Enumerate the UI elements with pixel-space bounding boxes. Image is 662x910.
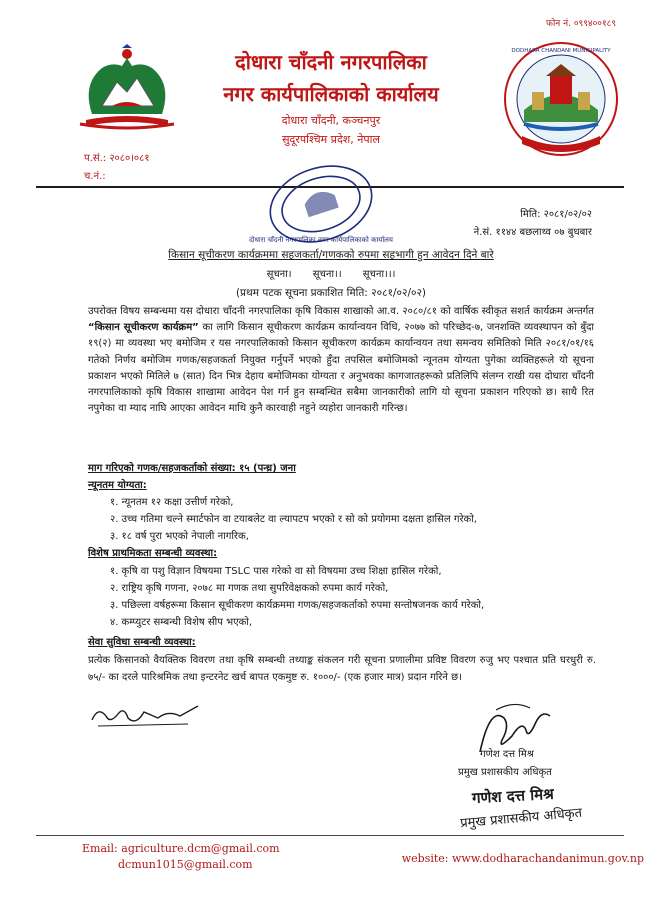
priority-title: विशेष प्राथमिकता सम्बन्धी व्यवस्था:: [88, 548, 218, 559]
logo-text: DODHARA CHANDANI MUNICIPALITY: [511, 48, 611, 54]
address-line2: सुदूरपश्चिम प्रदेश, नेपाल: [282, 133, 380, 146]
office-name-line1: दोधारा चाँदनी नगरपालिका: [235, 50, 427, 74]
min-qualification-title: न्यूनतम योग्यता:: [88, 480, 147, 491]
service-text: प्रत्येक किसानको वैयक्तिक विवरण तथा कृषि सम्बन्धी तथ्याङ्क संकलन गरी सूचना प्रणालीमा प्रविष्ट विवरण रुजु भए पश्चात प्रति घरधुरी रु. ७५/- का दरले पारिश्रमिक तथा इन्टरनेट खर्च बापत एकमुष्ट रु. १०००/- (एक हजार मात्र) प्रदान गरिने छ।: [88, 655, 596, 683]
footer-divider: [36, 835, 624, 836]
list-item: २. उच्च गतिमा चल्ने स्मार्टफोन वा टयाबलेट वा ल्यापटप भएको र सो को प्रयोगमा दक्षता हासिल गरेको,: [110, 514, 477, 525]
left-signature-icon: [88, 700, 208, 732]
body-paragraph: [88, 304, 594, 417]
stamp-text: दोधारा चाँदनी नगरपालिका नगर कार्यपालिकाको कार्यालय: [249, 236, 393, 244]
phone-number: फोन नं. ०९९४००१८९: [546, 19, 616, 29]
service-title: सेवा सुविधा सम्बन्धी व्यवस्था:: [88, 637, 196, 648]
body-text-part2: का लागि किसान सूचीकरण कार्यक्रम कार्यान्वयन विधि, २०७७ को परिच्छेद-७, जनशक्ति व्यवस्थापन को बुँदा १९(२) मा व्यवस्था भए बमोजिम र यस नगरपालिकाको किसान सूचीकरण कार्यक्रम कार्यान्वयन तथा समन्वय समितिको मिति २०८१/०१/१६ गतेको निर्णय बमोजिम गणक/सहजकर्ता नियुक्त गर्नुपर्ने भएको हुँदा तपसिल बमोजिमको न्यूनतम योग्यता पुगेका व्यक्तिहरूले यो सूचना प्रकाशन भएको मितिले ७ (सात) दिन भित्र देहाय बमोजिमका योग्यता र अनुभवका कागजातहरूको प्रतिलिपि संलग्न राखी यस दोधारा चाँदनी नगरपालिकाको कृषि विकास शाखामा आवेदन पेश गर्न हुन सम्बन्धित सबैमा जानकारीको लागि यो सूचना प्रकाशन गरिएको छ। साथै रित नपुगेका वा म्याद नाघि आएका आवेदन माथि कुनै कारवाही नहुने व्यहोरा जानकारी गरिन्छ।: [88, 322, 594, 415]
nepal-emblem-icon: [72, 44, 182, 134]
address-line1: दोधारा चाँदनी, कञ्चनपुर: [281, 114, 381, 127]
reference-number: प.सं.: २०८०।०८१: [84, 153, 150, 164]
name-stamp: गणेश दत्त मिश्र: [471, 784, 555, 808]
list-item: १. न्यूनतम १२ कक्षा उत्तीर्ण गरेको,: [110, 497, 234, 508]
dispatch-number: च.नं.:: [84, 171, 106, 182]
list-item: २. राष्ट्रिय कृषि गणना, २०७८ मा गणक तथा सुपरिवेक्षकको रुपमा कार्य गरेको,: [110, 583, 389, 594]
requested-count: माग गरिएको गणक/सहजकर्ताको संख्या: १५ (पन्ध्र) जना: [88, 463, 296, 474]
municipality-logo-icon: [502, 40, 620, 158]
body-text-part1: उपरोक्त विषय सम्बन्धमा यस दोधारा चाँदनी नगरपालिका कृषि विकास शाखाको आ.व. २०८०/८१ को वार्षिक स्वीकृत सशर्त कार्यक्रम अन्तर्गत: [88, 306, 594, 317]
program-name-highlight: “किसान सूचीकरण कार्यक्रम”: [88, 322, 199, 334]
office-name-line2: नगर कार्यपालिकाको कार्यालय: [223, 82, 439, 106]
list-item: ३. पछिल्ला वर्षहरूमा किसान सूचीकरण कार्यक्रममा गणक/सहजकर्ताको रुपमा सन्तोषजनक कार्य गरेको,: [110, 600, 485, 611]
signatory-title: प्रमुख प्रशासकीय अधिकृत: [458, 767, 552, 778]
notice-heading: सूचना। सूचना।। सूचना।।।: [266, 269, 396, 280]
list-item: ४. कम्प्युटर सम्बन्धी विशेष सीप भएको,: [110, 617, 253, 628]
letter-date: मिति: २०८१/०२/०२: [520, 209, 592, 220]
nepal-sambat-date: ने.सं. ११४४ बछलाथ्व ०७ बुधबार: [473, 227, 592, 238]
priority-list: [110, 563, 602, 631]
first-publication-date: (प्रथम पटक सूचना प्रकाशित मिति: २०८१/०२/०२): [235, 287, 427, 299]
list-item: ३. १८ वर्ष पुरा भएको नेपाली नागरिक,: [110, 531, 249, 542]
footer-email-2: dcmun1015@gmail.com: [118, 858, 253, 871]
list-item: १. कृषि वा पशु विज्ञान विषयमा TSLC पास गरेको वा सो विषयमा उच्च शिक्षा हासिल गरेको,: [110, 566, 442, 577]
min-qualification-list: [110, 494, 602, 545]
footer-email-1: Email: agriculture.dcm@gmail.com: [82, 842, 280, 855]
footer-website: website: www.dodharachandanimun.gov.np: [401, 852, 644, 865]
office-stamp-icon: [249, 156, 393, 252]
letter-subject: किसान सूचीकरण कार्यक्रममा सहजकर्ता/गणकको रुपमा सहभागी हुन आवेदन दिने बारे: [168, 249, 494, 261]
signatory-name: गणेश दत्त मिश्र: [480, 749, 534, 760]
title-stamp: प्रमुख प्रशासकीय अधिकृत: [459, 805, 583, 832]
